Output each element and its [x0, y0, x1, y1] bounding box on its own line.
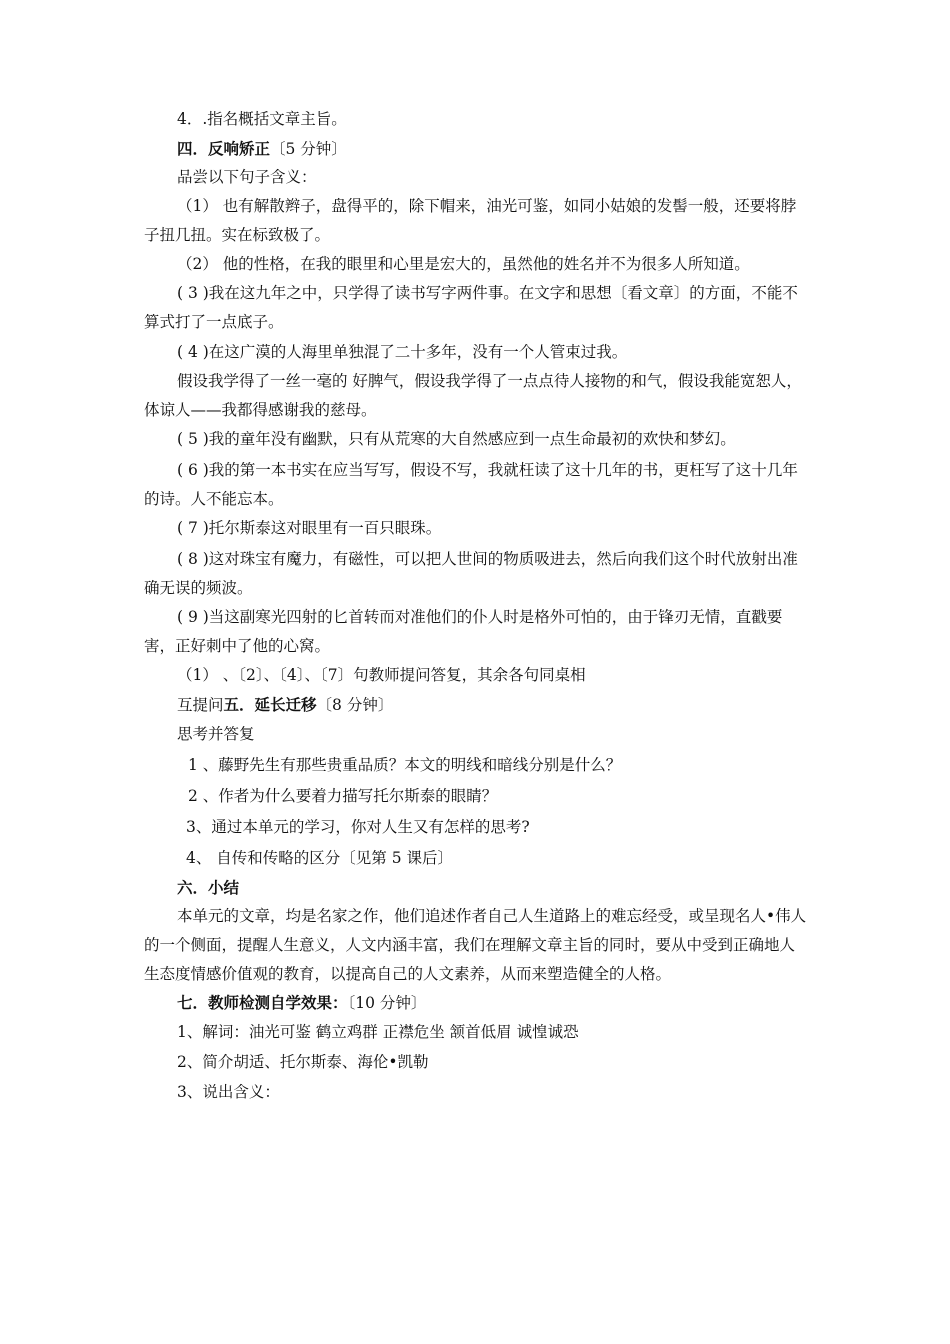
section-7-title: 七．教师检测自学效果：: [177, 993, 348, 1012]
section-7-time: 〔10 分钟〕: [347, 994, 427, 1012]
question-3: 3、通过本单元的学习，你对人生又有怎样的思考?: [186, 818, 530, 836]
sentence-5: ( 5 )我的童年没有幽默，只有从荒寒的大自然感应到一点生命最初的欢快和梦幻。: [177, 430, 736, 448]
task-3-meanings: 3、说出含义：: [177, 1083, 280, 1101]
section-7-heading: [144, 988, 808, 1018]
item-4-summary: 4．.指名概括文章主旨。: [177, 110, 347, 128]
section-4-heading: [144, 134, 808, 164]
question-4: 4、 自传和传略的区分〔见第 5 课后〕: [186, 849, 454, 867]
sentence-3: ( 3 )我在这九年之中，只学得了读书写字两件事。在文字和思想〔看文章〕的方面，不能不算式打了一点底子。: [144, 284, 798, 331]
section-4-time: 〔5 分钟〕: [270, 140, 347, 158]
section-5-title: 五．延长迁移: [223, 695, 317, 714]
sentence-4-continued: 假设我学得了一丝一毫的 好脾气，假设我学得了一点点待人接物的和气，假设我能宽恕人，体谅人——我都得感谢我的慈母。: [144, 372, 802, 419]
teacher-note: （1） 、〔2〕、〔4〕、〔7〕句教师提问答复，其余各句同桌相: [177, 666, 586, 684]
sentence-2: （2） 他的性格，在我的眼里和心里是宏大的，虽然他的姓名并不为很多人所知道。: [177, 255, 750, 273]
question-1: 1 、藤野先生有那些贵重品质？本文的明线和暗线分别是什么？: [188, 756, 622, 774]
section-5-instruction: 思考并答复: [177, 725, 255, 743]
summary-paragraph: 本单元的文章，均是名家之作，他们追述作者自己人生道路上的难忘经受，或呈现名人•伟人的一个侧面，提醒人生意义，人文内涵丰富，我们在理解文章主旨的同时，要从中受到正确地人生态度情感价值观的教育，以提高自己的人文素养，从而来塑造健全的人格。: [144, 907, 807, 983]
sentence-8: ( 8 )这对珠宝有魔力，有磁性，可以把人世间的物质吸进去，然后向我们这个时代放射出准确无误的频波。: [144, 550, 798, 597]
section-5-prefix: 互提问: [177, 696, 224, 714]
sentence-6: ( 6 )我的第一本书实在应当写写，假设不写，我就枉读了这十几年的书，更枉写了这十几年的诗。人不能忘本。: [144, 461, 798, 508]
task-1-vocabulary: 1、解词：油光可鉴 鹤立鸡群 正襟危坐 颔首低眉 诚惶诚恐: [177, 1023, 579, 1041]
sentence-9: ( 9 )当这副寒光四射的匕首转而对准他们的仆人时是格外可怕的，由于锋刃无情，直戳要害，正好刺中了他的心窝。: [144, 608, 783, 655]
task-2-authors: 2、简介胡适、托尔斯泰、海伦•凯勒: [177, 1053, 429, 1071]
sentence-4: ( 4 )在这广漠的人海里单独混了二十多年，没有一个人管束过我。: [177, 343, 628, 361]
sentence-7: ( 7 )托尔斯泰这对眼里有一百只眼珠。: [177, 519, 442, 537]
question-2: 2 、作者为什么要着力描写托尔斯泰的眼睛？: [188, 787, 498, 805]
section-6-heading: 六．小结: [177, 878, 240, 897]
section-5-heading: [144, 690, 808, 720]
sentence-1: （1） 也有解散辫子，盘得平的，除下帽来，油光可鉴，如同小姑娘的发髻一般，还要将脖子扭几扭。实在标致极了。: [144, 197, 797, 244]
section-4-instruction: 品尝以下句子含义：: [177, 168, 317, 186]
section-5-time: 〔8 分钟〕: [316, 696, 394, 714]
section-4-title: 四．反响矫正: [177, 139, 271, 158]
